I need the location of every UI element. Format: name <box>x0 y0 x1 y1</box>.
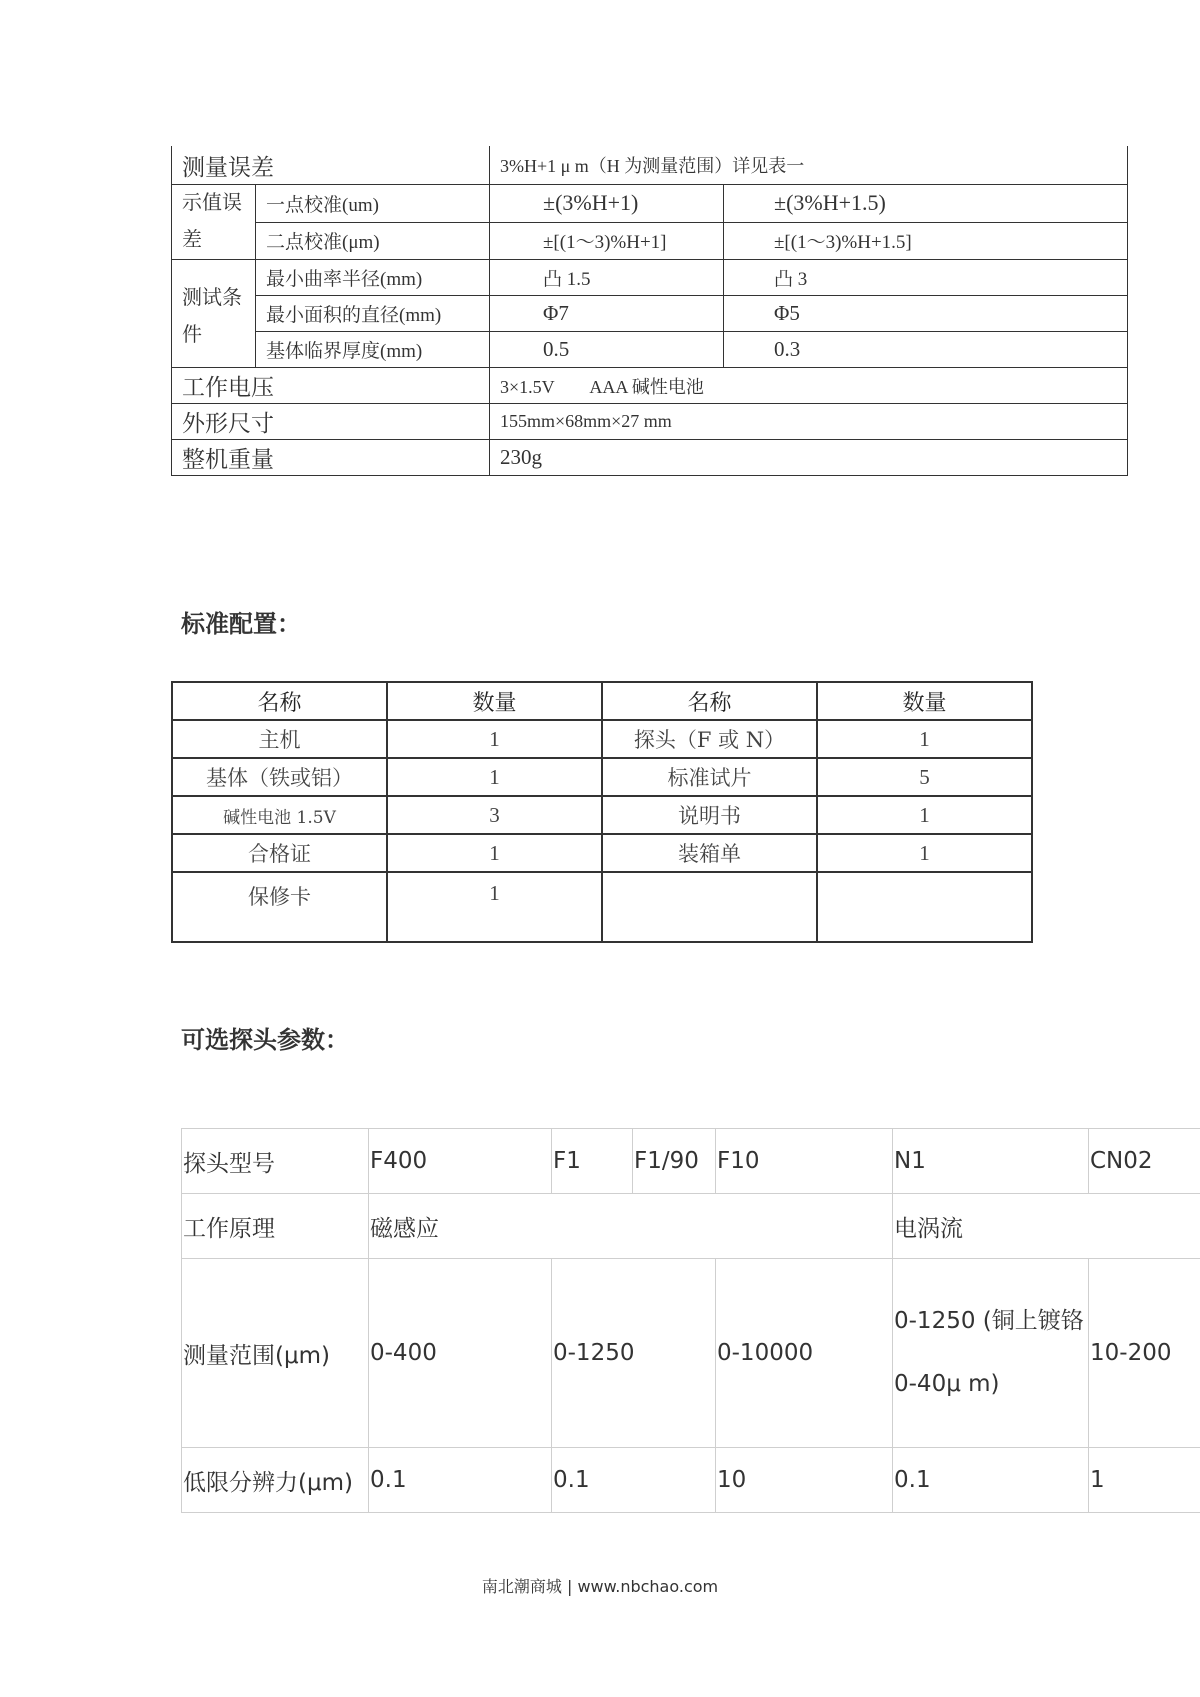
config-row <box>172 720 1032 758</box>
spec-label: 一点校准(um) <box>256 185 490 223</box>
probe-resolution: 10 <box>716 1448 893 1513</box>
config-item-name: 装箱单 <box>602 834 817 872</box>
config-heading: 标准配置： <box>181 610 301 638</box>
spec-label: 外形尺寸 <box>172 404 490 440</box>
spec-row-weight <box>172 440 1128 476</box>
probe-range: 0-1250 <box>552 1259 716 1448</box>
config-item-qty: 1 <box>387 872 602 942</box>
spec-group-label: 示值误差 <box>172 185 256 260</box>
probe-model: CN02 <box>1089 1129 1200 1194</box>
probe-row-principle <box>182 1194 1200 1259</box>
spec-value: ±[(1～3)%H+1] <box>490 222 724 260</box>
probe-model: N1 <box>893 1129 1089 1194</box>
config-item-name: 说明书 <box>602 796 817 834</box>
config-item-qty: 1 <box>817 720 1032 758</box>
probe-row-resolution <box>182 1448 1200 1513</box>
spec-row-voltage <box>172 368 1128 404</box>
config-item-qty: 1 <box>387 758 602 796</box>
spec-row-dimensions <box>172 404 1128 440</box>
config-item-name: 碱性电池 1.5V <box>172 796 387 834</box>
probe-range: 0-10000 <box>716 1259 893 1448</box>
config-item-qty: 1 <box>387 720 602 758</box>
spec-row <box>172 260 1128 296</box>
config-item-name: 合格证 <box>172 834 387 872</box>
spec-row <box>172 222 1128 260</box>
config-table <box>171 681 1033 943</box>
spec-value: 凸 3 <box>724 260 1128 296</box>
probe-row-model <box>182 1129 1200 1194</box>
spec-label: 整机重量 <box>172 440 490 476</box>
config-item-qty: 1 <box>387 834 602 872</box>
probe-principle: 磁感应 <box>369 1194 893 1259</box>
probe-range: 0-1250 (铜上镀铬 0-40μ m) <box>893 1259 1089 1448</box>
probe-model: F1/90 <box>633 1129 716 1194</box>
spec-label: 二点校准(μm) <box>256 222 490 260</box>
probe-principle: 电涡流 <box>893 1194 1200 1259</box>
config-header: 数量 <box>817 682 1032 720</box>
spec-label: 基体临界厚度(mm) <box>256 332 490 368</box>
probe-range: 0-400 <box>369 1259 552 1448</box>
spec-value: Φ7 <box>490 296 724 332</box>
probe-model: F400 <box>369 1129 552 1194</box>
spec-row-error <box>172 146 1128 185</box>
spec-label: 最小面积的直径(mm) <box>256 296 490 332</box>
spec-table <box>171 146 1128 476</box>
spec-value: 0.3 <box>724 332 1128 368</box>
spec-group-label: 测试条件 <box>172 260 256 368</box>
spec-value: 0.5 <box>490 332 724 368</box>
probe-range: 10-200 <box>1089 1259 1200 1448</box>
probe-resolution: 0.1 <box>893 1448 1089 1513</box>
footer: 南北潮商城 | www.nbchao.com <box>481 1577 719 1596</box>
config-item-name: 探头（F 或 N） <box>602 720 817 758</box>
spec-value: ±[(1～3)%H+1.5] <box>724 222 1128 260</box>
config-item-qty <box>817 872 1032 942</box>
config-header: 名称 <box>602 682 817 720</box>
spec-label: 测量误差 <box>172 146 490 185</box>
config-item-qty: 1 <box>817 834 1032 872</box>
config-item-qty: 5 <box>817 758 1032 796</box>
config-item-name: 主机 <box>172 720 387 758</box>
config-row <box>172 872 1032 942</box>
spec-label: 最小曲率半径(mm) <box>256 260 490 296</box>
config-item-qty: 1 <box>817 796 1032 834</box>
spec-value: 3×1.5V AAA 碱性电池 <box>490 368 1128 404</box>
probe-resolution: 1 <box>1089 1448 1200 1513</box>
probe-row-label: 测量范围(μm) <box>182 1259 369 1448</box>
config-item-name: 基体（铁或铝） <box>172 758 387 796</box>
spec-label: 工作电压 <box>172 368 490 404</box>
config-header: 数量 <box>387 682 602 720</box>
config-item-name <box>602 872 817 942</box>
probe-row-label: 探头型号 <box>182 1129 369 1194</box>
config-row <box>172 834 1032 872</box>
probe-resolution: 0.1 <box>552 1448 716 1513</box>
spec-value: Φ5 <box>724 296 1128 332</box>
probe-row-label: 工作原理 <box>182 1194 369 1259</box>
config-row <box>172 796 1032 834</box>
spec-value: 凸 1.5 <box>490 260 724 296</box>
probe-heading: 可选探头参数： <box>181 1026 349 1054</box>
config-header: 名称 <box>172 682 387 720</box>
spec-value: ±(3%H+1) <box>490 185 724 223</box>
spec-value: 155mm×68mm×27 mm <box>490 404 1128 440</box>
probe-table <box>181 1128 1200 1513</box>
probe-model: F10 <box>716 1129 893 1194</box>
config-item-qty: 3 <box>387 796 602 834</box>
config-item-name: 标准试片 <box>602 758 817 796</box>
spec-value: 3%H+1 μ m（H 为测量范围）详见表一 <box>490 146 1128 185</box>
probe-row-label: 低限分辨力(μm) <box>182 1448 369 1513</box>
probe-row-range <box>182 1259 1200 1448</box>
spec-row <box>172 332 1128 368</box>
probe-model: F1 <box>552 1129 633 1194</box>
config-row <box>172 758 1032 796</box>
config-item-name: 保修卡 <box>172 872 387 942</box>
spec-value: 230g <box>490 440 1128 476</box>
spec-value: ±(3%H+1.5) <box>724 185 1128 223</box>
probe-resolution: 0.1 <box>369 1448 552 1513</box>
spec-row <box>172 185 1128 223</box>
spec-row <box>172 296 1128 332</box>
config-header-row <box>172 682 1032 720</box>
